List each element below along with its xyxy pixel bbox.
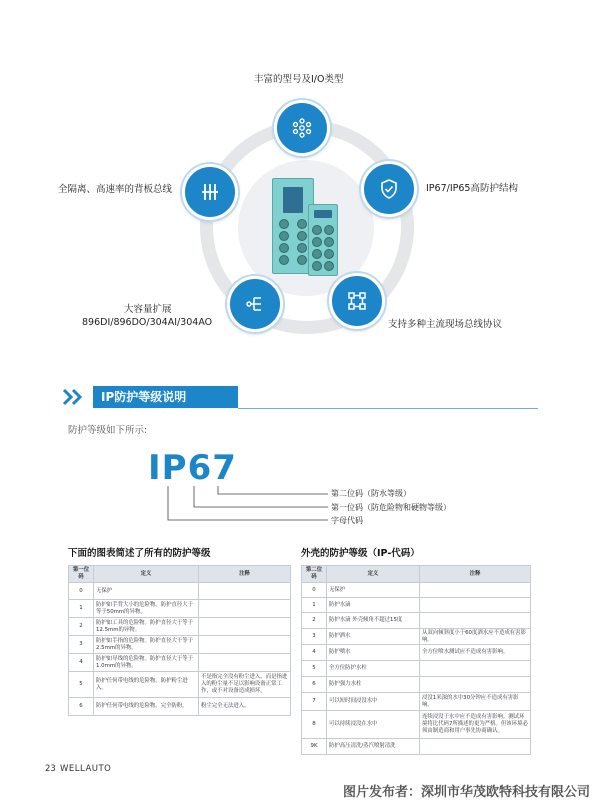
column-header: 第二位码 [302, 566, 327, 583]
table-cell: 全方位防护水柱 [327, 661, 420, 677]
table-cell: 防护水滴 外壳倾角不超过15度 [327, 613, 420, 629]
feature-label-io-types: 丰富的型号及I/O类型 [254, 74, 344, 85]
table-cell [420, 677, 531, 693]
io-types-icon [274, 100, 330, 156]
column-header: 注释 [420, 566, 531, 583]
table-cell: 防护洒水 [327, 629, 420, 645]
table-cell: 防护水滴 [327, 598, 420, 613]
table-row [69, 618, 291, 636]
table-cell: 防护如导线的危险物。防护直径大于等于1.0mm的异物。 [94, 654, 199, 672]
table-row [69, 583, 291, 600]
table-cell: 0 [69, 583, 94, 600]
table-cell: 5 [69, 672, 94, 698]
table-cell: 粉尘完全无法进入。 [199, 698, 291, 716]
table-row [302, 677, 531, 693]
table-cell: 防护高压清洗/蒸汽喷射清洗 [327, 739, 420, 755]
table-cell: 全方位喷水测试应不造成有害影响。 [420, 645, 531, 661]
chevron-right-icon [62, 388, 90, 410]
table-row [69, 636, 291, 654]
table-header-row [69, 566, 291, 583]
table-cell: 防护喷水 [327, 645, 420, 661]
section-title: IP防护等级说明 [93, 386, 238, 408]
table-row [302, 598, 531, 613]
table-cell: 6 [302, 677, 327, 693]
table-cell: 7 [302, 693, 327, 711]
table-cell: 可以短时间浸没水中 [327, 693, 420, 711]
column-header: 第一位码 [69, 566, 94, 583]
table-cell: 不是指完全没有粉尘进入，而是指进入的粉尘量不足以影响设备正常工作，或不对设备造成损坏。 [199, 672, 291, 698]
table-cell: 连续浸没于水中应不造成有害影响。测试环境将比代码7所描述的更为严格。但该环境必须由制造商和用户事先协商确认。 [420, 711, 531, 739]
table-cell: 防护如工具的危险物。防护直径大于等于12.5mm的异物。 [94, 618, 199, 636]
table-cell [199, 654, 291, 672]
feature-label-protection: IP67/IP65高防护结构 [426, 183, 518, 194]
feature-label-fieldbus: 支持多种主流现场总线协议 [388, 319, 503, 330]
table-row [69, 654, 291, 672]
table-row [302, 711, 531, 739]
table-cell: 8 [302, 711, 327, 739]
table-cell [420, 661, 531, 677]
table-cell: 2 [302, 613, 327, 629]
table-cell: 6 [69, 698, 94, 716]
table-cell: 5 [302, 661, 327, 677]
table-row [69, 672, 291, 698]
feature-label-expansion-models: 896DI/896DO/304AI/304AO [82, 317, 213, 328]
table-cell: 防护如手背大小的危险物。防护直径大于等于50mm的异物。 [94, 600, 199, 618]
feature-label-expansion: 大容量扩展 [124, 304, 172, 315]
table-row [302, 613, 531, 629]
column-header: 注释 [199, 566, 291, 583]
table-row [69, 698, 291, 716]
table-cell: 防护强力水柱 [327, 677, 420, 693]
ip-letter-code-label: 字母代码 [331, 516, 363, 525]
table-row [302, 693, 531, 711]
table-cell: 可以持续浸没在水中 [327, 711, 420, 739]
table-row [302, 583, 531, 598]
table-cell: 9K [302, 739, 327, 755]
section-intro: 防护等级如下所示: [68, 425, 148, 436]
column-header: 定义 [327, 566, 420, 583]
table-cell: 0 [302, 583, 327, 598]
backplane-bus-icon [182, 164, 238, 220]
table-cell [199, 583, 291, 600]
image-credit: 图片发布者：深圳市华茂欧特科技有限公司 [342, 785, 590, 800]
ip-code-leader-lines [160, 486, 340, 526]
table-cell: 防护如手指的危险物。防护直径大于等于2.5mm的异物。 [94, 636, 199, 654]
table-row [302, 645, 531, 661]
table-cell: 无保护 [94, 583, 199, 600]
brand-name: WELLAUTO [60, 764, 112, 774]
table-cell: 3 [69, 636, 94, 654]
table-row [302, 739, 531, 755]
table-cell [420, 598, 531, 613]
table-cell: 4 [302, 645, 327, 661]
section-divider [238, 408, 538, 409]
table-cell [199, 636, 291, 654]
table-cell: 无保护 [327, 583, 420, 598]
table-row [302, 629, 531, 645]
expansion-icon [227, 276, 283, 332]
table-cell: 从双向倾斜度小于60度洒水应不造成有害影响。 [420, 629, 531, 645]
ip-second-digit-label: 第二位码（防水等级） [331, 489, 411, 498]
table-cell: 1 [302, 598, 327, 613]
first-digit-table [68, 565, 291, 716]
table-cell [199, 600, 291, 618]
column-header: 定义 [94, 566, 199, 583]
left-table-title: 下面的图表简述了所有的防护等级 [68, 548, 211, 559]
table-cell: 浸没1米深的水中30分钟应不造成有害影响。 [420, 693, 531, 711]
table-header-row [302, 566, 531, 583]
ip-code: IP67 [148, 448, 237, 488]
table-cell [420, 583, 531, 598]
table-cell: 1 [69, 600, 94, 618]
table-cell: 4 [69, 654, 94, 672]
table-cell: 3 [302, 629, 327, 645]
table-cell: 防护任何带电线的危险物。完全防粉。 [94, 698, 199, 716]
table-cell [420, 613, 531, 629]
table-row [302, 661, 531, 677]
fieldbus-protocol-icon [329, 273, 385, 329]
page-number: 23 [45, 764, 56, 774]
shield-icon [361, 161, 417, 217]
table-cell: 防护任何带电线的危险物。防护粉尘进入。 [94, 672, 199, 698]
right-table-title: 外壳的防护等级（IP-代码） [301, 548, 420, 559]
table-row [69, 600, 291, 618]
second-digit-table [301, 565, 531, 755]
table-cell: 2 [69, 618, 94, 636]
table-cell [199, 618, 291, 636]
feature-label-backplane: 全隔离、高速率的背板总线 [58, 184, 173, 195]
ip-first-digit-label: 第一位码（防危险物和硬物等级） [331, 503, 451, 512]
io-module-small [308, 204, 338, 276]
table-cell [420, 739, 531, 755]
